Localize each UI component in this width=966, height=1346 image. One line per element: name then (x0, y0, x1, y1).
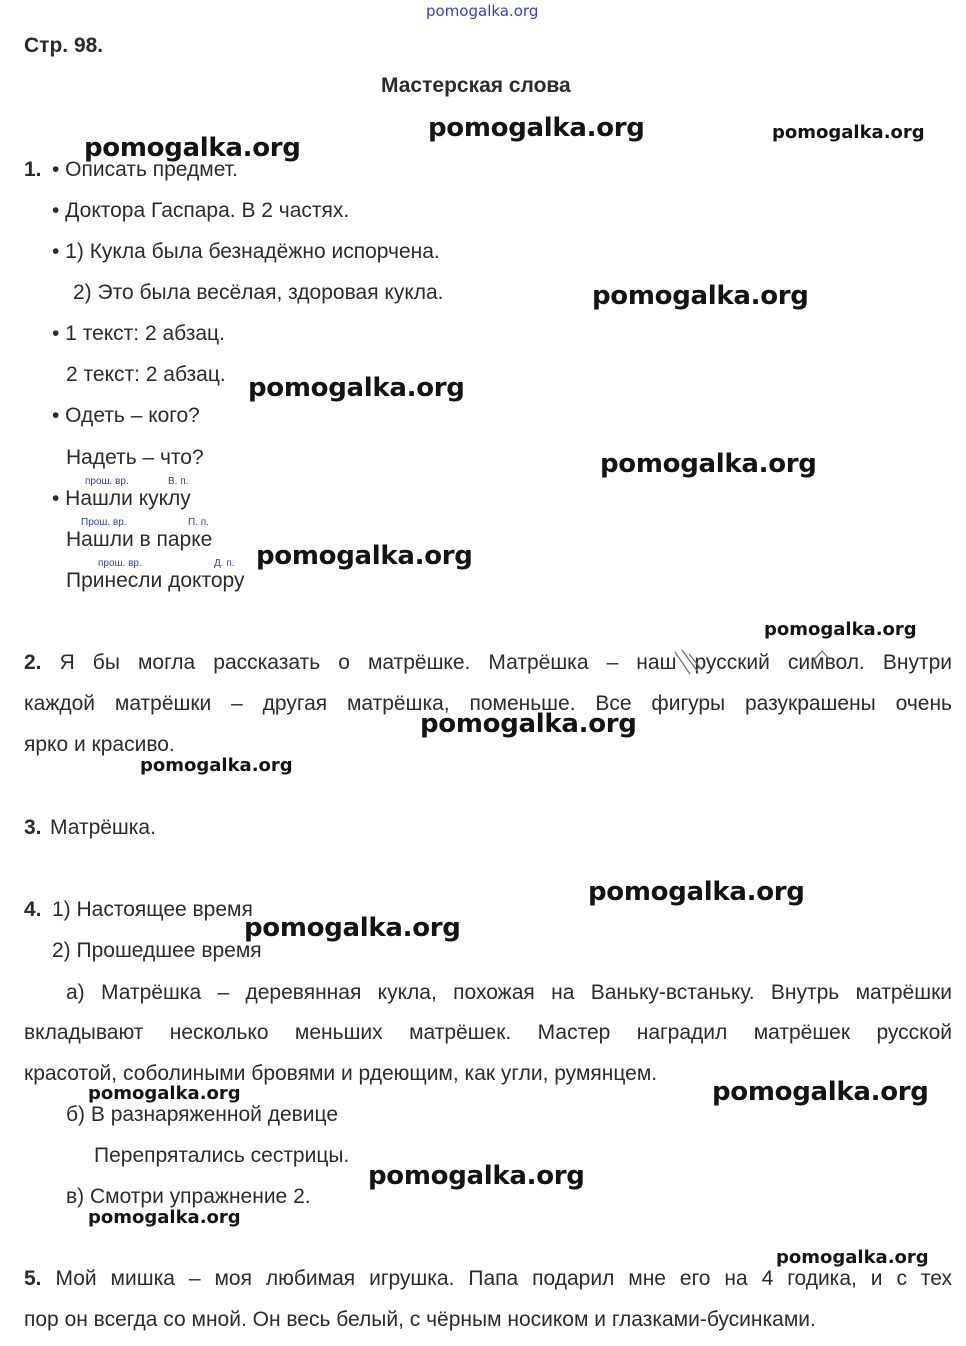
task2-paragraph-line: ярко и красиво. (24, 733, 175, 756)
grammar-note: П. п. (188, 517, 209, 528)
task1-line: 2) Это была весёлая, здоровая кукла. (73, 281, 444, 304)
task4-line: 1) Настоящее время (52, 898, 253, 921)
task1-line: • 1) Кукла была безнадёжно испорчена. (52, 240, 440, 263)
task1-line: Нашли в парке (66, 528, 213, 551)
watermark-top: pomogalka.org (426, 2, 539, 20)
watermark: pomogalka.org (428, 113, 645, 143)
grammar-note: Прош. вр. (81, 517, 127, 528)
task4-line: в) Смотри упражнение 2. (66, 1185, 311, 1208)
watermark: pomogalka.org (600, 449, 817, 479)
watermark: pomogalka.org (772, 122, 925, 143)
watermark: pomogalka.org (88, 1083, 241, 1104)
watermark: pomogalka.org (88, 1207, 241, 1228)
grammar-note: Д. п. (214, 558, 235, 569)
watermark: pomogalka.org (368, 1161, 585, 1191)
grammar-note: прош. вр. (98, 558, 142, 569)
task2-number: 2. (24, 651, 42, 674)
page-title: Мастерская слова (381, 74, 571, 97)
task4-number: 4. (24, 898, 42, 921)
task4-line: б) В разнаряженной девице (66, 1103, 338, 1126)
watermark: pomogalka.org (712, 1077, 929, 1107)
watermark: pomogalka.org (256, 541, 473, 571)
watermark: pomogalka.org (420, 709, 637, 739)
pen-scribble-mark (812, 648, 834, 664)
page-label: Стр. 98. (24, 34, 104, 57)
watermark: pomogalka.org (244, 913, 461, 943)
watermark: pomogalka.org (248, 373, 465, 403)
task4-paragraph-line: красотой, соболиными бровями и рдеющим, как угли, румянцем. (24, 1062, 658, 1085)
task1-number: 1. (24, 158, 42, 181)
watermark: pomogalka.org (588, 877, 805, 907)
task1-line: • Доктора Гаспара. В 2 частях. (52, 199, 350, 222)
task5-text: Мой мишка – моя любимая игрушка. Папа подарил мне его на 4 годика, и с тех (55, 1267, 952, 1290)
task5-paragraph-line (24, 1266, 952, 1292)
task2-paragraph-line: каждой матрёшки – другая матрёшка, поменьше. Все фигуры разукрашены очень (24, 692, 952, 715)
task4-text: а) Матрёшка – деревянная кукла, похожая на Ваньку-встаньку. Внутрь матрёшки (66, 981, 952, 1004)
watermark: pomogalka.org (140, 755, 293, 776)
task1-line: • Одеть – кого? (52, 404, 200, 427)
task1-line: Принесли доктору (66, 569, 245, 592)
task4-line: Перепрятались сестрицы. (94, 1144, 350, 1167)
task3-number: 3. (24, 816, 42, 839)
task1-line: Надеть – что? (66, 446, 204, 469)
task5-paragraph-line: пор он всегда со мной. Он весь белый, с чёрным носиком и глазками-бусинками. (24, 1308, 816, 1331)
watermark: pomogalka.org (84, 133, 301, 163)
task1-line: • 1 текст: 2 абзац. (52, 322, 225, 345)
watermark: pomogalka.org (776, 1247, 929, 1268)
task1-line: 2 текст: 2 абзац. (66, 363, 226, 386)
task1-line: • Нашли куклу (52, 487, 191, 510)
task2-text: Я бы могла рассказать о матрёшке. Матрёшка – наш русский символ. Внутри (59, 651, 952, 674)
grammar-note: В. п. (168, 476, 189, 487)
task4-paragraph-line (24, 980, 952, 1006)
grammar-note: прош. вр. (85, 476, 129, 487)
task1-line: • Описать предмет. (52, 158, 238, 181)
pen-scribble-mark (672, 648, 706, 678)
task4-line: 2) Прошедшее время (52, 939, 262, 962)
task3-text: Матрёшка. (50, 816, 156, 839)
watermark: pomogalka.org (764, 619, 917, 640)
task4-paragraph-line: вкладывают несколько меньших матрёшек. Мастер наградил матрёшек русской (24, 1021, 952, 1044)
watermark: pomogalka.org (592, 281, 809, 311)
task5-number: 5. (24, 1267, 42, 1290)
